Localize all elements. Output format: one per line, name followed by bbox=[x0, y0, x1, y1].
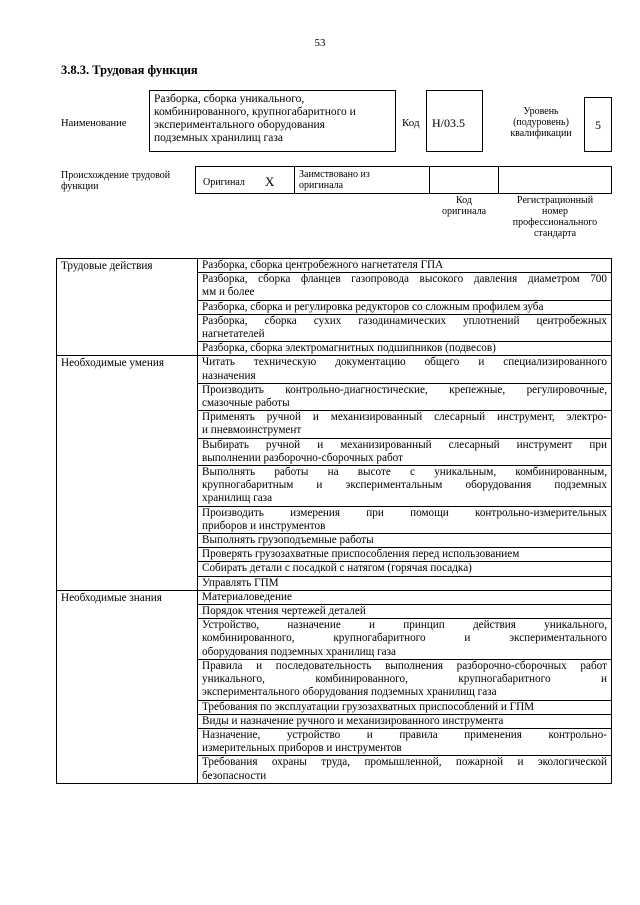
cell-line: Разборка, сборка сухих газодинамических уплотнений центробежных bbox=[202, 314, 607, 327]
cell-line: и пневмоинструмент bbox=[202, 424, 302, 437]
section-title: Трудовые действия bbox=[57, 259, 198, 356]
section-title: Необходимые умения bbox=[57, 356, 198, 590]
table-cell bbox=[198, 619, 612, 660]
origin-divider bbox=[498, 166, 499, 194]
caption-line: Код bbox=[456, 195, 472, 206]
cell-line: безопасности bbox=[202, 769, 267, 782]
table-cell bbox=[198, 273, 612, 300]
cell-line: Назначение, устройство и правила применения контрольно- bbox=[202, 728, 607, 741]
cell-line: Производить контрольно-диагностические, крепежные, регулировочные, bbox=[202, 383, 607, 396]
reg-number-caption bbox=[500, 195, 610, 239]
cell-line: хранилищ газа bbox=[202, 492, 273, 505]
name-label: Наименование bbox=[61, 118, 127, 129]
cell-line: Разборка, сборка и регулировка редукторов со сложным профилем зуба bbox=[202, 300, 544, 313]
function-details-table bbox=[56, 258, 612, 784]
table-row bbox=[57, 356, 612, 383]
table-cell bbox=[198, 590, 612, 604]
table-cell bbox=[198, 356, 612, 383]
borrowed-label-line: Заимствовано из bbox=[299, 169, 370, 180]
borrowed-label bbox=[299, 169, 370, 191]
cell-line: Читать техническую документацию общего и специализированного bbox=[202, 356, 607, 369]
cell-line: Выполнять работы на высоте с уникальным, комбинированным, bbox=[202, 466, 607, 479]
page-number: 53 bbox=[314, 37, 326, 49]
original-label: Оригинал bbox=[203, 177, 245, 188]
table-cell bbox=[198, 259, 612, 273]
cell-line: нагнетателей bbox=[202, 328, 265, 341]
table-row bbox=[57, 590, 612, 604]
cell-line: Требования по эксплуатации грузозахватных приспособлений и ГПМ bbox=[202, 700, 535, 713]
cell-line: Управлять ГПМ bbox=[202, 576, 279, 589]
table-cell bbox=[198, 466, 612, 507]
cell-line: Правила и последовательность выполнения разборочно-сборочных работ bbox=[202, 659, 607, 672]
table-cell bbox=[198, 342, 612, 356]
caption-line: профессионального bbox=[512, 217, 598, 228]
table-cell bbox=[198, 506, 612, 533]
cell-line: Разборка, сборка центробежного нагнетателя ГПА bbox=[202, 259, 444, 271]
cell-line: Собирать детали с посадкой с натягом (горячая посадка) bbox=[202, 562, 472, 575]
code-original-caption bbox=[432, 195, 496, 217]
cell-line: Материаловедение bbox=[202, 590, 292, 603]
table-row bbox=[57, 259, 612, 273]
origin-label-line: Происхождение трудовой bbox=[61, 170, 171, 181]
function-name-line: комбинированного, крупногабаритного и bbox=[154, 106, 356, 118]
cell-line: Применять ручной и механизированный слесарный инструмент, электро- bbox=[202, 411, 607, 424]
code-label: Код bbox=[402, 117, 420, 129]
origin-divider bbox=[294, 166, 295, 194]
table-cell bbox=[198, 659, 612, 700]
cell-line: Выбирать ручной и механизированный слесарный инструмент при bbox=[202, 438, 607, 451]
level-label-line: квалификации bbox=[510, 128, 572, 139]
cell-line: Порядок чтения чертежей деталей bbox=[202, 605, 366, 618]
cell-line: Выполнять грузоподъемные работы bbox=[202, 534, 374, 547]
table-cell bbox=[198, 300, 612, 314]
cell-line: приборов и инструментов bbox=[202, 519, 326, 532]
table-cell bbox=[198, 314, 612, 341]
function-name-line: экспериментального оборудования bbox=[154, 119, 325, 131]
cell-line: Виды и назначение ручного и механизированного инструмента bbox=[202, 714, 504, 727]
table-cell bbox=[198, 605, 612, 619]
cell-line: крупногабаритным и экспериментальным оборудования подземных bbox=[202, 479, 607, 492]
cell-line: Проверять грузозахватные приспособления перед использованием bbox=[202, 548, 520, 561]
origin-box bbox=[195, 166, 612, 194]
caption-line: Регистрационный bbox=[516, 195, 594, 206]
caption-line: номер bbox=[542, 206, 568, 217]
level-value: 5 bbox=[584, 97, 612, 152]
cell-line: назначения bbox=[202, 369, 256, 382]
table-cell bbox=[198, 700, 612, 714]
table-cell bbox=[198, 548, 612, 562]
origin-label bbox=[61, 170, 170, 192]
level-label bbox=[493, 106, 589, 139]
caption-line: стандарта bbox=[533, 228, 577, 239]
cell-line: смазочные работы bbox=[202, 397, 290, 410]
caption-line: оригинала bbox=[441, 206, 487, 217]
cell-line: Устройство, назначение и принцип действия уникального, bbox=[202, 619, 607, 632]
cell-line: Производить измерения при помощи контрольно-измерительных bbox=[202, 506, 607, 519]
table-cell bbox=[198, 728, 612, 755]
table-cell bbox=[198, 534, 612, 548]
cell-line: Разборка, сборка электромагнитных подшипников (подвесов) bbox=[202, 342, 496, 355]
cell-line: мм и более bbox=[202, 286, 255, 299]
table-cell bbox=[198, 562, 612, 576]
cell-line: комбинированного, крупногабаритного и экспериментального bbox=[202, 632, 607, 645]
table-cell bbox=[198, 714, 612, 728]
code-value: Н/03.5 bbox=[426, 90, 483, 152]
table-cell bbox=[198, 383, 612, 410]
cell-line: Разборка, сборка фланцев газопровода высокого давления диаметром 700 bbox=[202, 273, 607, 286]
cell-line: измерительных приборов и инструментов bbox=[202, 742, 402, 755]
level-label-line: Уровень bbox=[523, 106, 559, 117]
borrowed-label-line: оригинала bbox=[299, 180, 344, 191]
origin-divider bbox=[429, 166, 430, 194]
origin-label-line: функции bbox=[61, 181, 99, 192]
original-mark: X bbox=[265, 174, 275, 189]
section-title: Необходимые знания bbox=[57, 590, 198, 783]
cell-line: оборудования подземных хранилищ газа bbox=[202, 645, 397, 658]
table-cell bbox=[198, 576, 612, 590]
function-name-line: подземных хранилищ газа bbox=[154, 132, 283, 144]
cell-line: уникального, комбинированного, крупногабаритного и bbox=[202, 673, 607, 686]
table-cell bbox=[198, 411, 612, 438]
function-name-line: Разборка, сборка уникального, bbox=[154, 93, 305, 105]
cell-line: экспериментального оборудования подземных хранилищ газа bbox=[202, 686, 497, 699]
cell-line: выполнении разборочно-сборочных работ bbox=[202, 451, 404, 464]
table-cell bbox=[198, 438, 612, 465]
table-cell bbox=[198, 756, 612, 783]
section-heading: 3.8.3. Трудовая функция bbox=[61, 63, 198, 77]
function-name-box bbox=[149, 90, 396, 152]
cell-line: Требования охраны труда, промышленной, пожарной и экологической bbox=[202, 756, 607, 769]
level-label-line: (подуровень) bbox=[513, 117, 569, 128]
